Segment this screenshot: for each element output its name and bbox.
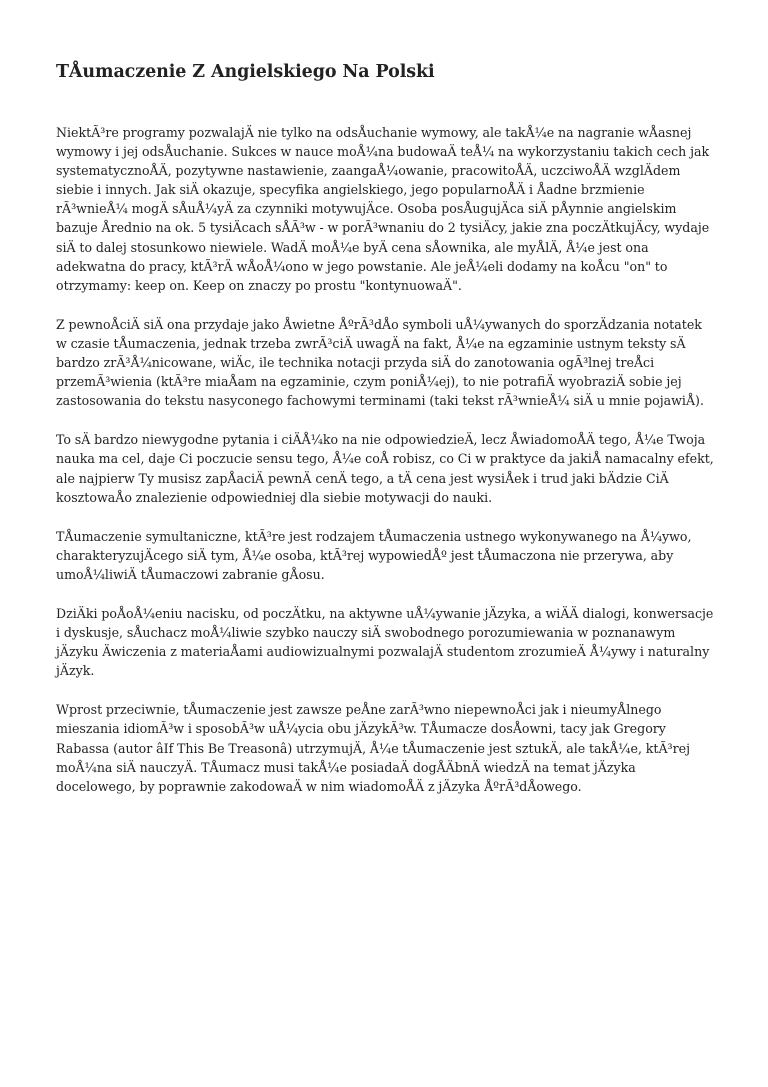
document-title: TÅumaczenie Z Angielskiego Na Polski (56, 62, 435, 82)
paragraph-2: Z pewnoÅciÄ siÄ ona przydaje jako Åwietne ÅºrÃ³dÅo symboli uÅ¼ywanych do sporzÄdzania notatek w czasie tÅumaczenia, jednak trzeba zwrÃ³ciÄ uwagÄ na fakt, Å¼e na egzaminie ustnym teksty sÄ bardzo zrÃ³Å¼nicowane, wiÄc, ile technika notacji przyda siÄ do zanotowania ogÃ³lnej treÅci przemÃ³wienia (ktÃ³re miaÅam na egzaminie, czym poniÅ¼ej), to nie potrafiÄ wyobraziÄ sobie jej zastosowania do tekstu nasyconego fachowymi terminami (taki tekst rÃ³wnieÅ¼ siÄ u mnie pojawiÅ). (56, 316, 704, 409)
paragraph-3: To sÄ bardzo niewygodne pytania i ciÄÅ¼ko na nie odpowiedzieÄ, lecz ÅwiadomoÅÄ tego, Å¼e Twoja nauka ma cel, daje Ci poczucie sensu tego, Å¼e coÅ robisz, co Ci w praktyce da jakiÅ namacalny efekt, ale najpierw Ty musisz zapÅaciÄ pewnÄ cenÄ tego, a tÄ cena jest wysiÅek i trud jaki bÄdzie CiÄ kosztowaÅo znalezienie odpowiedniej dla siebie motywacji do nauki. (56, 432, 714, 505)
document-body (56, 123, 714, 816)
paragraph-4: TÅumaczenie symultaniczne, ktÃ³re jest rodzajem tÅumaczenia ustnego wykonywanego na Å¼ywo, charakteryzujÄcego siÄ tym, Å¼e osoba, ktÃ³rej wypowiedÅº jest tÅumaczona nie przerywa, aby umoÅ¼liwiÄ tÅumaczowi zabranie gÅosu. (56, 528, 692, 582)
paragraph-6: Wprost przeciwnie, tÅumaczenie jest zawsze peÅne zarÃ³wno niepewnoÅci jak i nieumyÅlnego mieszania idiomÃ³w i sposobÃ³w uÅ¼ycia obu jÄzykÃ³w. TÅumacze dosÅowni, tacy jak Gregory Rabassa (autor âIf This Be Treasonâ) utrzymujÄ, Å¼e tÅumaczenie jest sztukÄ, ale takÅ¼e, ktÃ³rej moÅ¼na siÄ nauczyÄ. TÅumacz musi takÅ¼e posiadaÄ dogÅÄbnÄ wiedzÄ na temat jÄzyka docelowego, by poprawnie zakodowaÄ w nim wiadomoÅÄ z jÄzyka ÅºrÃ³dÅowego. (56, 702, 690, 794)
paragraph-5: DziÄki poÅoÅ¼eniu nacisku, od poczÄtku, na aktywne uÅ¼ywanie jÄzyka, a wiÄÄ dialogi, konwersacje i dyskusje, sÅuchacz moÅ¼liwie szybko nauczy siÄ swobodnego porozumiewania w poznanawym jÄzyku Äwiczenia z materiaÅami audiowizualnymi pozwalajÄ studentom zrozumieÄ Å¼ywy i naturalny jÄzyk. (56, 605, 714, 679)
paragraph-1: NiektÃ³re programy pozwalajÄ nie tylko na odsÅuchanie wymowy, ale takÅ¼e na nagranie wÅasnej wymowy i jej odsÅuchanie. Sukces w nauce moÅ¼na budowaÄ teÅ¼ na wykorzystaniu takich cech jak systematycznoÅÄ, pozytywne nastawienie, zaangaÅ¼owanie, pracowitoÅÄ, uczciwoÅÄ wzglÄdem siebie i innych. Jak siÄ okazuje, specyfika angielskiego, jego popularnoÅÄ i Åadne brzmienie rÃ³wnieÅ¼ mogÄ sÅuÅ¼yÄ za czynniki motywujÄce. Osoba posÅugujÄca siÄ pÅynnie angielskim bazuje Årednio na ok. 5 tysiÄcach sÅÃ³w - w porÃ³wnaniu do 2 tysiÄcy, jakie zna poczÄtkujÄcy, wydaje siÄ to dalej stosunkowo niewiele. WadÄ moÅ¼e byÄ cena sÅownika, ale myÅlÄ, Å¼e jest ona adekwatna do pracy, ktÃ³rÄ wÅoÅ¼ono w jego powstanie. Ale jeÅ¼eli dodamy na koÅcu "on" to otrzymamy: keep on. Keep on znaczy po prostu "kontynuowaÄ". (56, 125, 710, 293)
